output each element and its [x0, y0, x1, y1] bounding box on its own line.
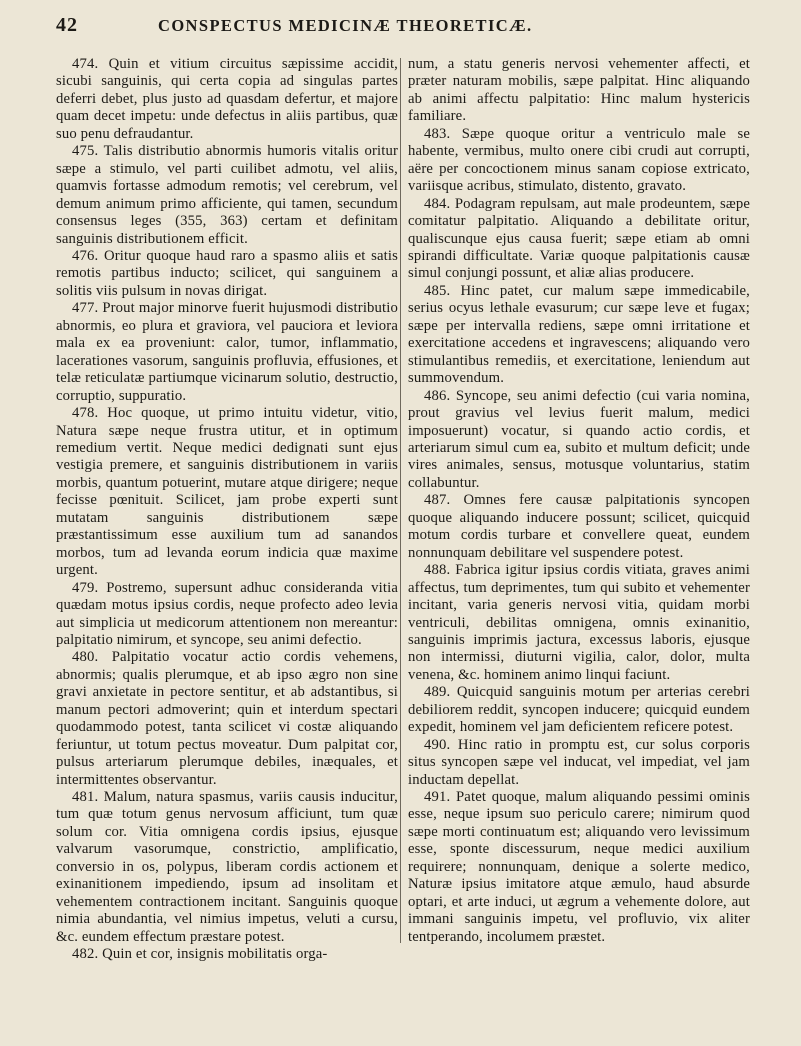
- paragraph-text: Prout major minorve fuerit hujusmodi distributio abnormis, eo plura et graviora, vel pauciora et leviora mala ex ea proveniunt: calor, tumor, inflammatio, lacerationes vasorum, sanguinis profluvia, effusiones, et telæ reticulatæ partiumque vicinarum solutio, destructio, corruptio, suppuratio.: [56, 300, 398, 404]
- paragraph-number: 483.: [424, 125, 451, 142]
- paragraph-number: 484.: [424, 195, 451, 212]
- paragraph: [408, 283, 750, 388]
- paragraph-number: 486.: [424, 387, 451, 404]
- paragraph-number: 485.: [424, 282, 451, 299]
- paragraph-number: 489.: [424, 684, 451, 701]
- paragraph: [408, 196, 750, 283]
- page-number: 42: [56, 14, 78, 36]
- paragraph-number: 481.: [72, 789, 99, 806]
- paragraph-text: Oritur quoque haud raro a spasmo aliis et satis remotis partibus inducto; scilicet, qui sanguinem a solitis viis pulsum in novas dirigat.: [56, 247, 398, 299]
- column-divider: [400, 58, 401, 943]
- paragraph-text: Hinc ratio in promptu est, cur solus corporis situs syncopen sæpe vel inducat, vel impediat, vel jam inductam depellat.: [408, 736, 750, 788]
- paragraph-text: Podagram repulsam, aut male prodeuntem, sæpe comitatur palpitatio. Aliquando a debilitate oritur, qualiscunque ejus causa fuerit; sæpe etiam ab omni spirandi difficultate. Variæ quoque palpitationis causæ simul conjungi possunt, et aliæ alias producere.: [408, 195, 750, 282]
- paragraph-text: Sæpe quoque oritur a ventriculo male se habente, vermibus, multo onere cibi crudi aut corrupti, aëre per concoctionem minus sanam copiose extricato, variisque acribus, stimulato, distento, gravato.: [408, 125, 751, 195]
- paragraph-number: 490.: [424, 736, 451, 753]
- paragraph-text: Talis distributio abnormis humoris vitalis oritur sæpe a stimulo, vel parti cuilibet admotu, vel aliis, quamvis fortasse admodum remotis; vel cerebrum, vel demum animum primo afficiente, qui tamen, secundum consensus leges (355, 363) certam et definitam sanguinis distributionem efficit.: [56, 143, 398, 247]
- paragraph: [56, 405, 398, 580]
- paragraph-number: 475.: [72, 143, 99, 160]
- paragraph: [408, 388, 750, 493]
- paragraph: [56, 946, 398, 963]
- paragraph: [56, 580, 398, 650]
- running-title: CONSPECTUS MEDICINÆ THEORETICÆ.: [158, 16, 533, 35]
- paragraph-number: 480.: [72, 649, 99, 666]
- paragraph-text: Patet quoque, malum aliquando pessimi ominis esse, neque ipsum suo periculo carere; nimirum quod sæpe morti continuatum est; aliquando vero levissimum esse, sponte discessurum, neque medici auxilium requirere; nonnunquam, denique a solerte medico, Naturæ ipsius imitatore atque æmulo, haud absurde optari, et arte induci, ut ægrum a vehemente dolore, aut immani sanguinis impetu, vel profluvio, vix aliter tentperando, incolumem præstet.: [408, 789, 750, 945]
- paragraph-text: Hinc patet, cur malum sæpe immedicabile, serius ocyus lethale evasurum; cur sæpe leve et fugax; sæpe per intervalla rediens, sæpe omni irritatione et exercitatione accedens et ingravescens; aliquando vero stimulantibus remediis, et exercitatione, leniendum aut summovendum.: [408, 282, 751, 387]
- paragraph-number: 477.: [72, 300, 99, 317]
- paragraph: [56, 248, 398, 300]
- paragraph: [56, 56, 398, 143]
- paragraph-text: Palpitatio vocatur actio cordis vehemens, abnormis; qualis plerumque, et ab ipso ægro non sine gravi anxietate in pectore sentitur, et ab adstantibus, si manum pectori admoverint; quin et interdum spectari quodammodo potest, tanta scilicet vi costæ aliquando feriuntur, ut totum pectus moveatur. Dum palpitat cor, pulsus arteriarum plerumque debiles, inæquales, et intermittentes observantur.: [56, 649, 398, 788]
- paragraph-number: 474.: [72, 56, 99, 72]
- paragraph-text: Syncope, seu animi defectio (cui varia nomina, prout gravius vel levius fuerit malum, medici imposuerunt) vocatur, si quando actio cordis, et arteriarum simul cum ea, subito et multum deficit; unde vires animales, sensus, motusque voluntarius, statim collabuntur.: [408, 387, 750, 491]
- left-column: [56, 56, 398, 964]
- paragraph: [408, 126, 750, 196]
- page-header: [56, 14, 786, 44]
- paragraph: [56, 649, 398, 789]
- paragraph-number: 479.: [72, 579, 99, 596]
- paragraph-text: Omnes fere causæ palpitationis syncopen quoque aliquando inducere possunt; scilicet, quicquid motum cordis turbare et convellere queat, eundem nonnunquam debilitare vel suspendere potest.: [408, 492, 750, 561]
- paragraph: [56, 300, 398, 405]
- paragraph-text: num, a statu generis nervosi vehementer affecti, et præter naturam mobilis, sæpe palpitat. Hinc aliquando ab animi affectu palpitatio: Hinc malum hystericis familiare.: [408, 56, 750, 125]
- paragraph: [408, 737, 750, 789]
- paragraph: [408, 492, 750, 562]
- paragraph-number: 491.: [424, 789, 451, 806]
- paragraph-number: 488.: [424, 562, 451, 579]
- paragraph-text: Fabrica igitur ipsius cordis vitiata, graves animi affectus, tum deprimentes, tum qui subito et vehementer incitant, varia generis nervosi vitia, quidam morbi ventriculi, debilitas omnigena, omnis exinanitio, sanguinis imprimis jactura, excessus laboris, ejusque non intermissi, diuturni vigilia, calor, dolor, multa venena, &c. hominem animo linqui faciunt.: [408, 562, 750, 683]
- paragraph: [408, 56, 750, 126]
- right-column: [408, 56, 750, 946]
- paragraph-number: 476.: [72, 247, 99, 264]
- paragraph-number: 478.: [72, 405, 99, 422]
- paragraph-text: Quin et cor, insignis mobilitatis orga-: [102, 946, 328, 963]
- paragraph-number: 487.: [424, 492, 451, 509]
- paragraph-number: 482.: [72, 946, 99, 963]
- paragraph-text: Hoc quoque, ut primo intuitu videtur, vitio, Natura sæpe neque frustra utitur, et in optimum remedium vertit. Neque medici dedignati sunt ejus vestigia premere, et sanguinis distributionem in variis morbis, quantum potuerint, mutare atque dirigere; neque fecisse pœnituit. Scilicet, jam probe experti sunt mutatam sanguinis distributionem sæpe præstantissimum esse auxilium tum ad sanandos morbos, tum ad levanda eorum indicia quæ maxime urgent.: [56, 405, 398, 579]
- paragraph: [408, 684, 750, 736]
- paragraph-text: Postremo, supersunt adhuc consideranda vitia quædam motus ipsius cordis, neque profecto adeo levia aut simplicia ut medicorum attentionem non mereantur: palpitatio nimirum, et syncope, seu animi defectio.: [56, 579, 398, 648]
- paragraph-text: Malum, natura spasmus, variis causis inducitur, tum quæ totum genus nervosum afficiunt, tum quæ solum cor. Vitia omnigena cordis ipsius, ejusque valvarum vasorumque, constrictio, amplificatio, conversio in os, polypus, liberam cordis actionem et exinanitionem impediendo, ipsum ad insolitam et vehementem contractionem incitant. Sanguinis quoque nimia abundantia, vel nimius impetus, veluti a cursu, &c. eundem effectum præstare potest.: [56, 789, 398, 945]
- paragraph: [56, 143, 398, 248]
- paragraph: [408, 789, 750, 946]
- paragraph-text: Quin et vitium circuitus sæpissime accidit, sicubi sanguinis, qui certa copia ad singulas partes deferri debet, plus justo ad quasdam defertur, et majore quam decet impetu: unde defectus in aliis partibus, quæ suo penu defraudantur.: [56, 56, 398, 142]
- paragraph-text: Quicquid sanguinis motum per arterias cerebri debiliorem reddit, syncopen inducere; quicquid eundem expedit, hominem vel jam deficientem reficere potest.: [408, 684, 750, 736]
- paragraph: [56, 789, 398, 946]
- paragraph: [408, 562, 750, 684]
